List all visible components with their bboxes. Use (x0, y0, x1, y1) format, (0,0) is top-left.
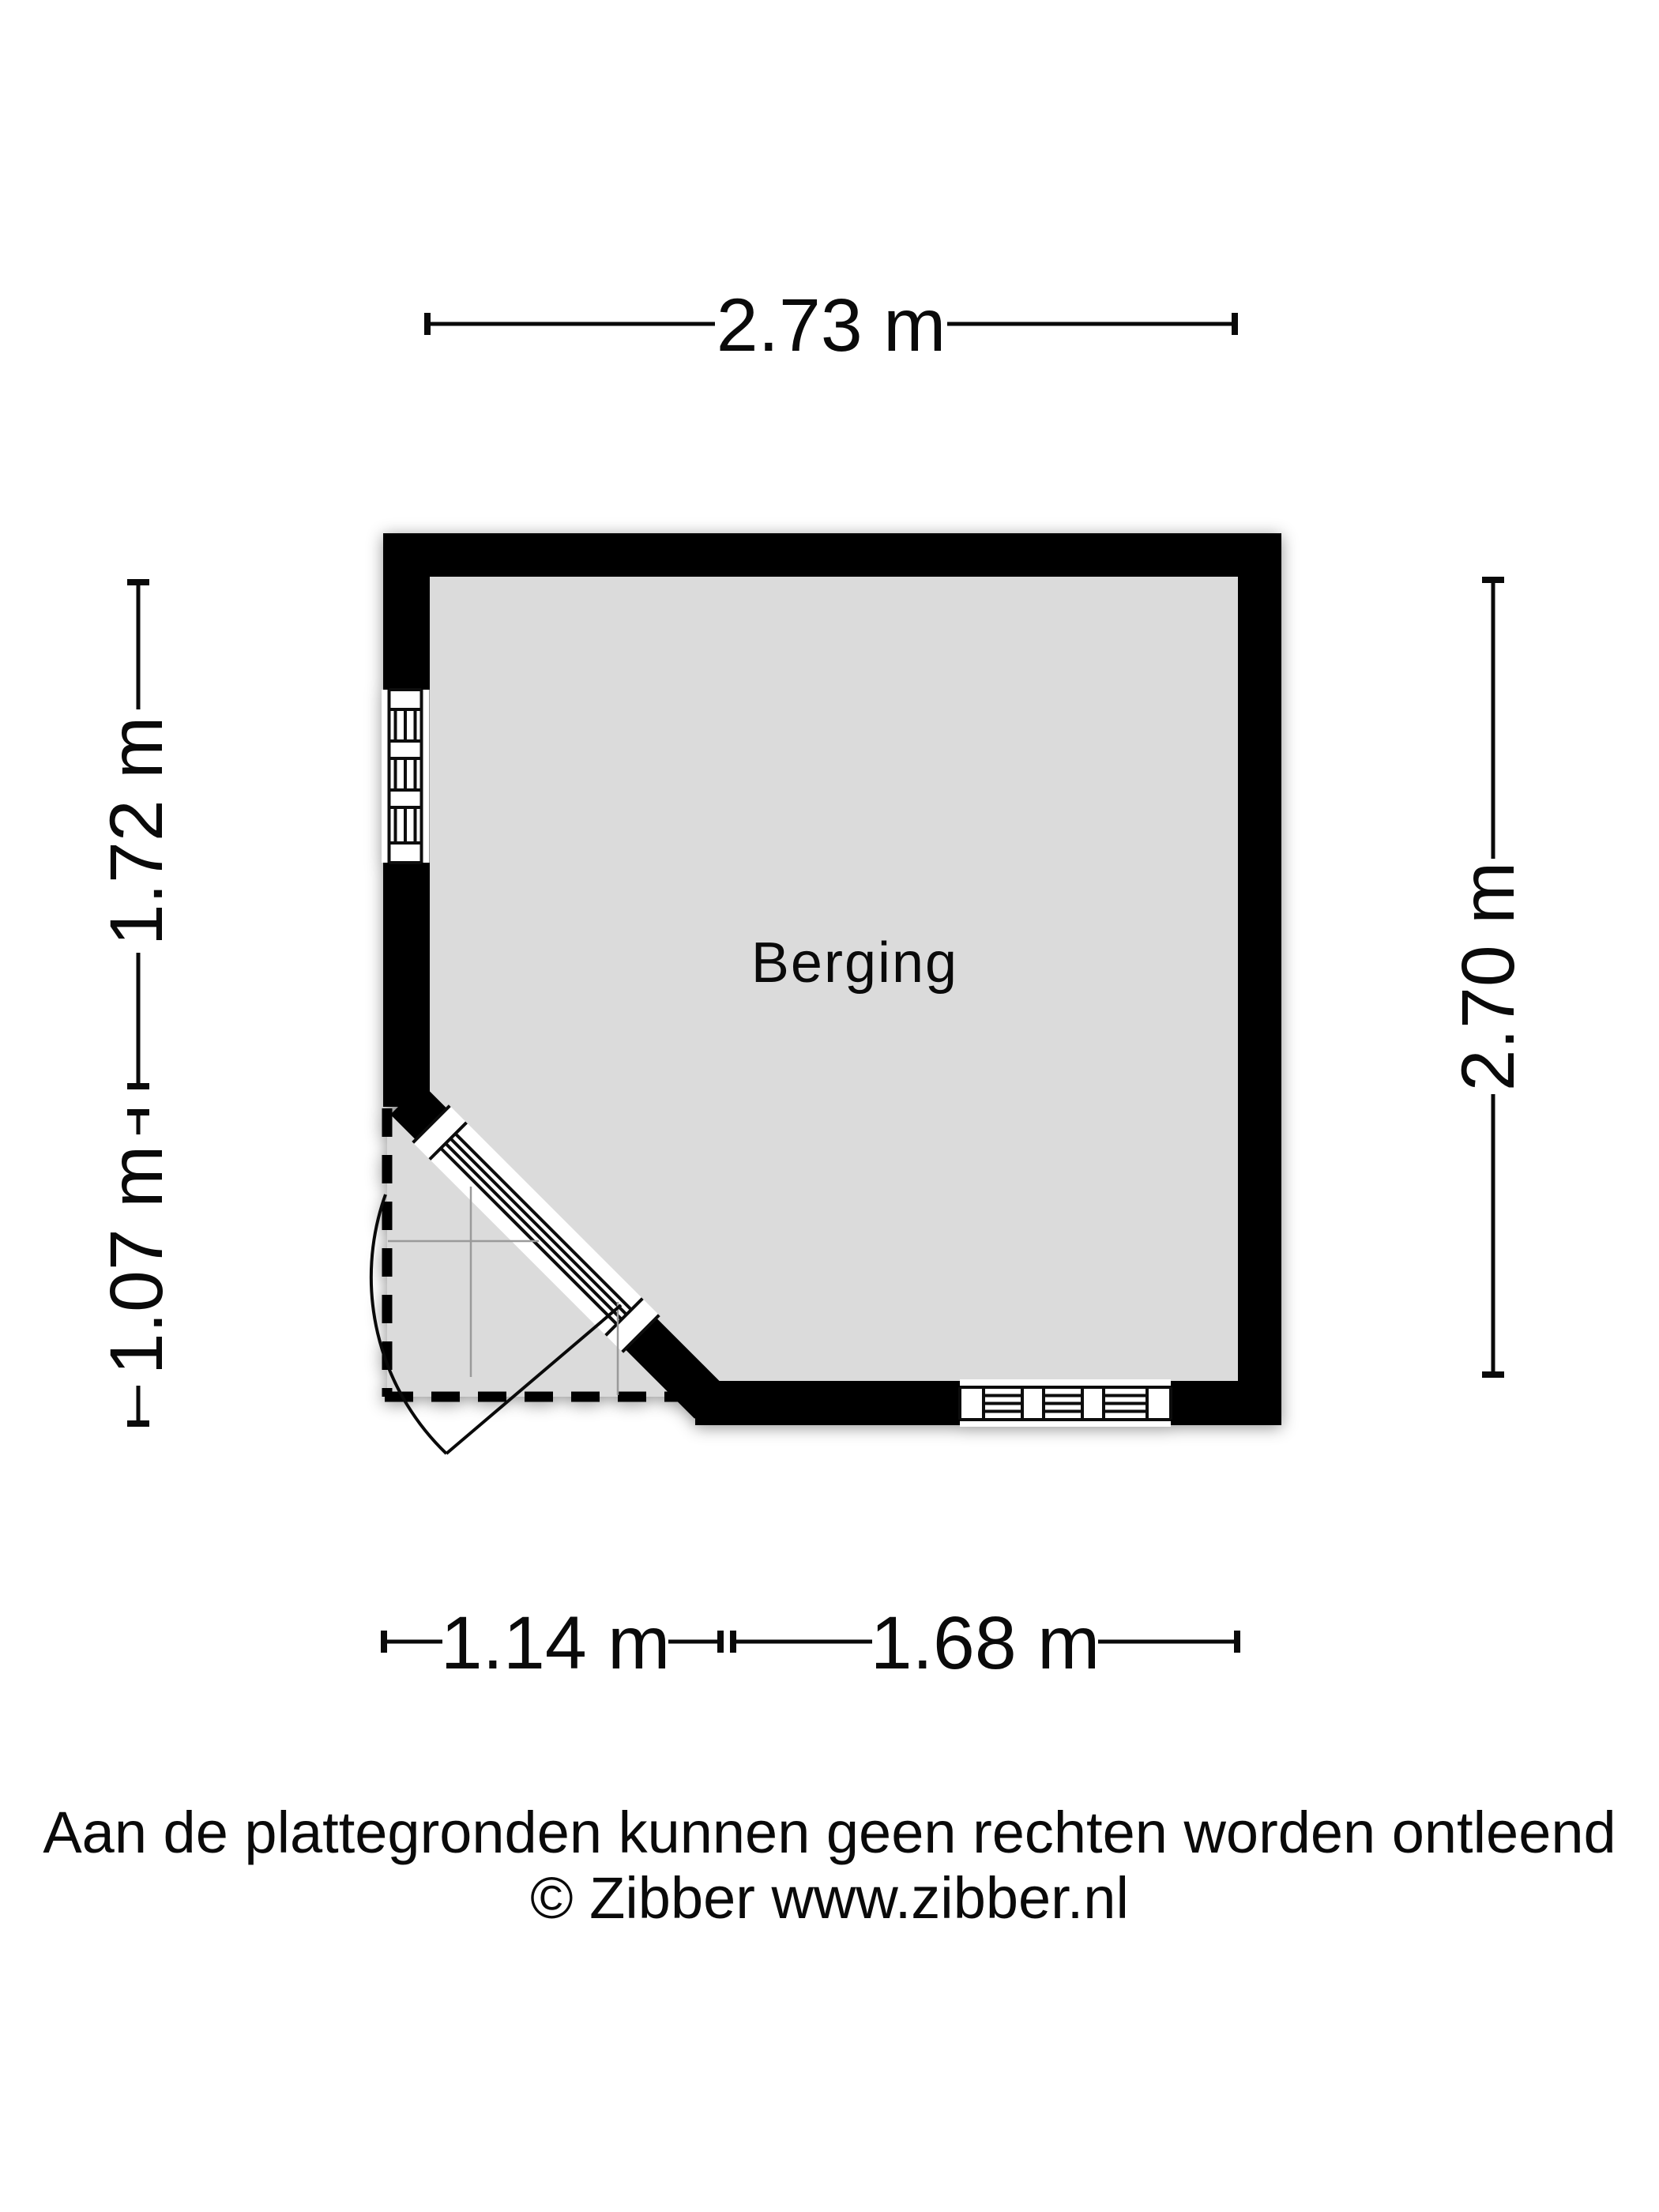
dimension-left-upper-label: 1.72 m (95, 716, 179, 946)
dimension-bottom-right (733, 1601, 1237, 1685)
wall-top (383, 533, 1281, 577)
wall-left-lower (383, 863, 430, 1107)
dimension-bottom-left-label: 1.14 m (440, 1601, 671, 1685)
dimension-left-upper (95, 582, 179, 1086)
dimension-top (427, 284, 1235, 367)
wall-bottom-right (1171, 1381, 1281, 1425)
wall-bottom-left (695, 1381, 960, 1425)
dimension-left-lower (95, 1112, 179, 1424)
dimension-left-lower-label: 1.07 m (95, 1145, 179, 1375)
window-left (382, 690, 429, 863)
dimension-top-label: 2.73 m (716, 284, 946, 367)
wall-left-upper (383, 533, 430, 690)
dimension-bottom-left (384, 1601, 720, 1685)
wall-right (1238, 533, 1281, 1425)
dimension-right-label: 2.70 m (1446, 861, 1530, 1092)
footer-copyright: © Zibber www.zibber.nl (530, 1865, 1129, 1931)
footer-disclaimer: Aan de plattegronden kunnen geen rechten worden ontleend (43, 1800, 1616, 1865)
dimension-bottom-right-label: 1.68 m (870, 1601, 1100, 1685)
room-label: Berging (750, 931, 959, 995)
dimension-right (1446, 580, 1530, 1375)
window-bottom (960, 1379, 1171, 1427)
